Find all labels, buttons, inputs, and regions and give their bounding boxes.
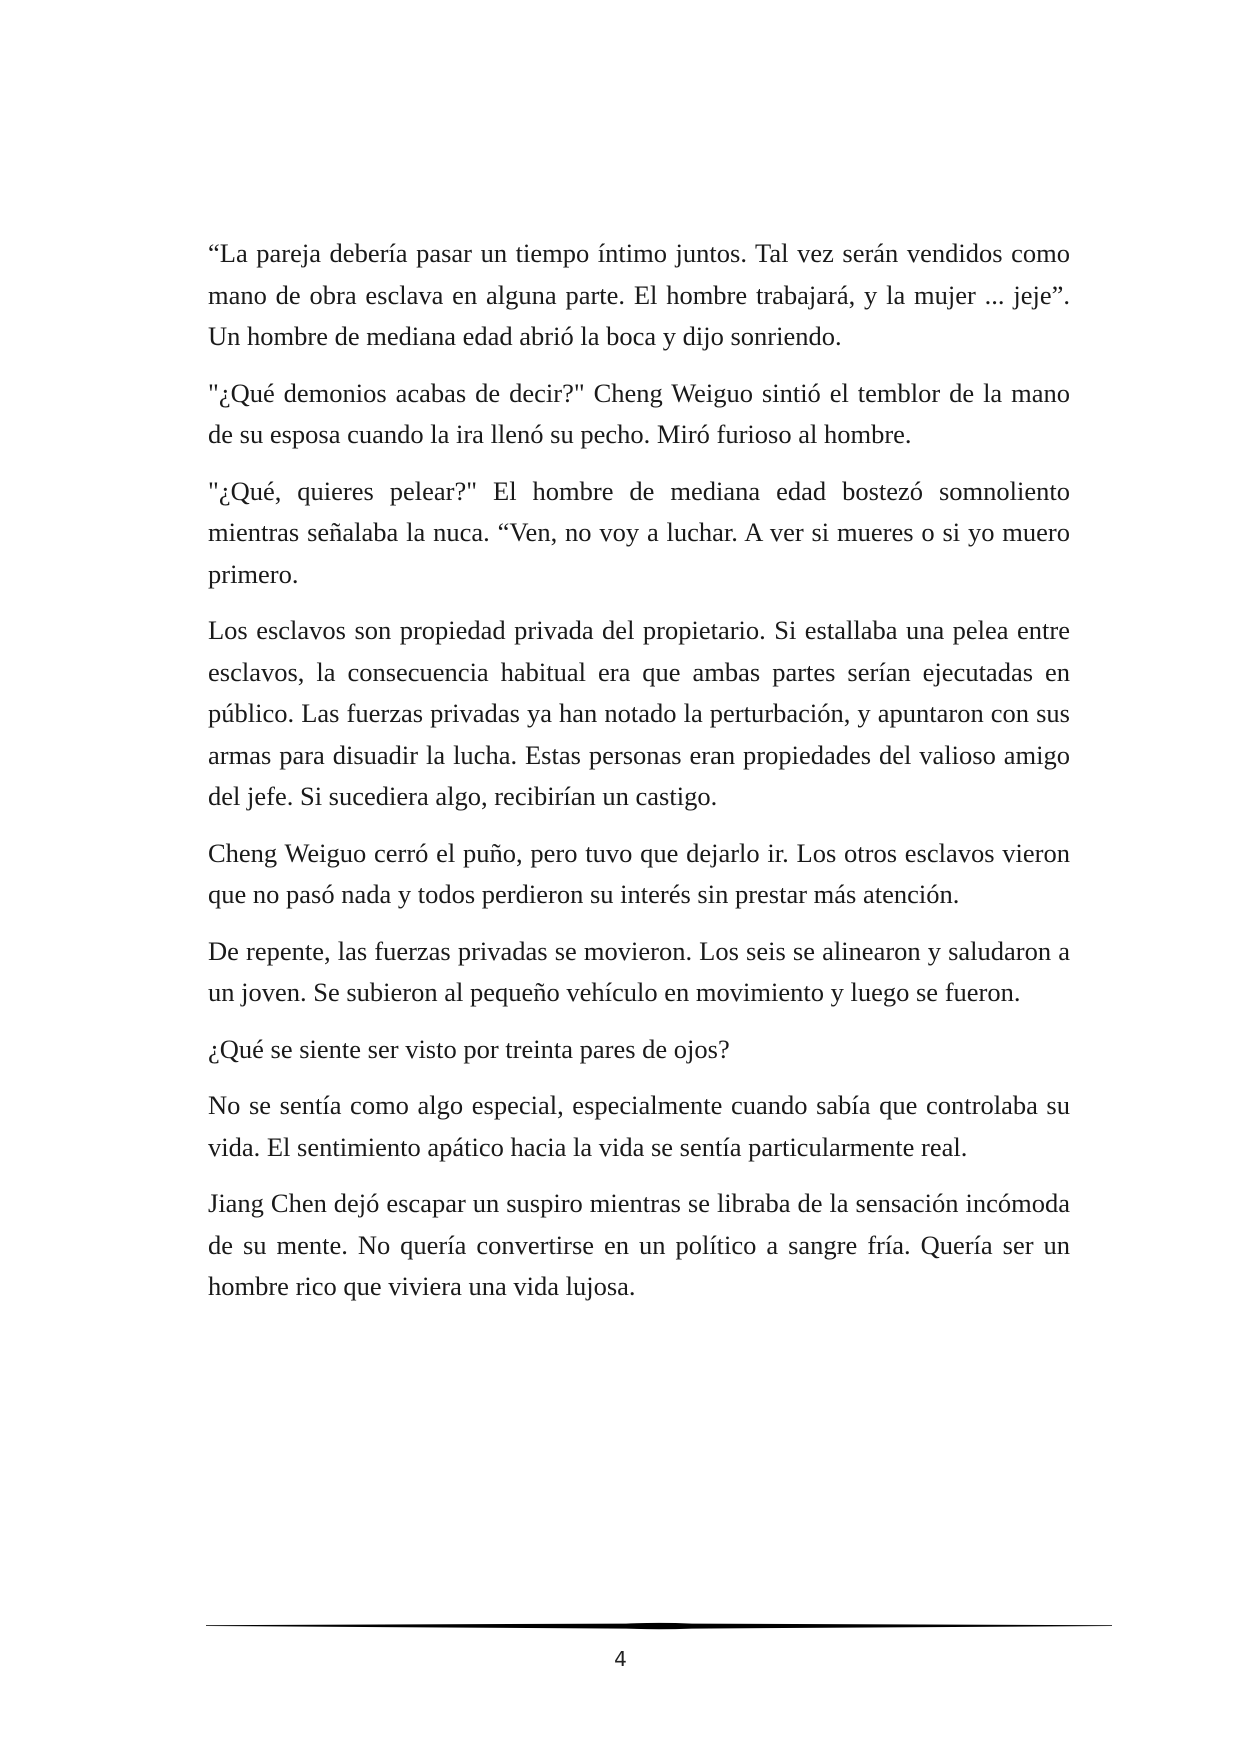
paragraph: No se sentía como algo especial, especialmente cuando sabía que controlaba su vida. El sentimiento apático hacia la vida se sentía particularmente real. [208, 1090, 1070, 1162]
footer-divider [206, 1621, 1112, 1631]
paragraph: Jiang Chen dejó escapar un suspiro mientras se libraba de la sensación incómoda de su mente. No quería convertirse en un político a sangre fría. Quería ser un hombre rico que viviera una vida lujosa. [208, 1188, 1070, 1301]
paragraph: ¿Qué se siente ser visto por treinta pares de ojos? [208, 1033, 730, 1064]
paragraph: "¿Qué, quieres pelear?" El hombre de mediana edad bostezó somnoliento mientras señalaba la nuca. “Ven, no voy a luchar. A ver si mueres o si yo muero primero. [208, 475, 1070, 589]
paragraph: Los esclavos son propiedad privada del propietario. Si estallaba una pelea entre esclavos, la consecuencia habitual era que ambas partes serían ejecutadas en público. Las fuerzas privadas ya han notado la perturbación, y apuntaron con sus armas para disuadir la lucha. Estas personas eran propiedades del valioso amigo del jefe. Si sucediera algo, recibirían un castigo. [208, 615, 1070, 811]
paragraph: "¿Qué demonios acabas de decir?" Cheng Weiguo sintió el temblor de la mano de su esposa cuando la ira llenó su pecho. Miró furioso al hombre. [208, 377, 1070, 449]
paragraph: De repente, las fuerzas privadas se movieron. Los seis se alinearon y saludaron a un joven. Se subieron al pequeño vehículo en movimiento y luego se fueron. [208, 935, 1070, 1007]
page-body [208, 233, 1070, 1323]
page-number: 4 [614, 1647, 627, 1671]
paragraph: Cheng Weiguo cerró el puño, pero tuvo que dejarlo ir. Los otros esclavos vieron que no pasó nada y todos perdieron su interés sin prestar más atención. [208, 837, 1070, 909]
paragraph: “La pareja debería pasar un tiempo íntimo juntos. Tal vez serán vendidos como mano de obra esclava en alguna parte. El hombre trabajará, y la mujer ... jeje”. Un hombre de mediana edad abrió la boca y dijo sonriendo. [208, 238, 1070, 351]
